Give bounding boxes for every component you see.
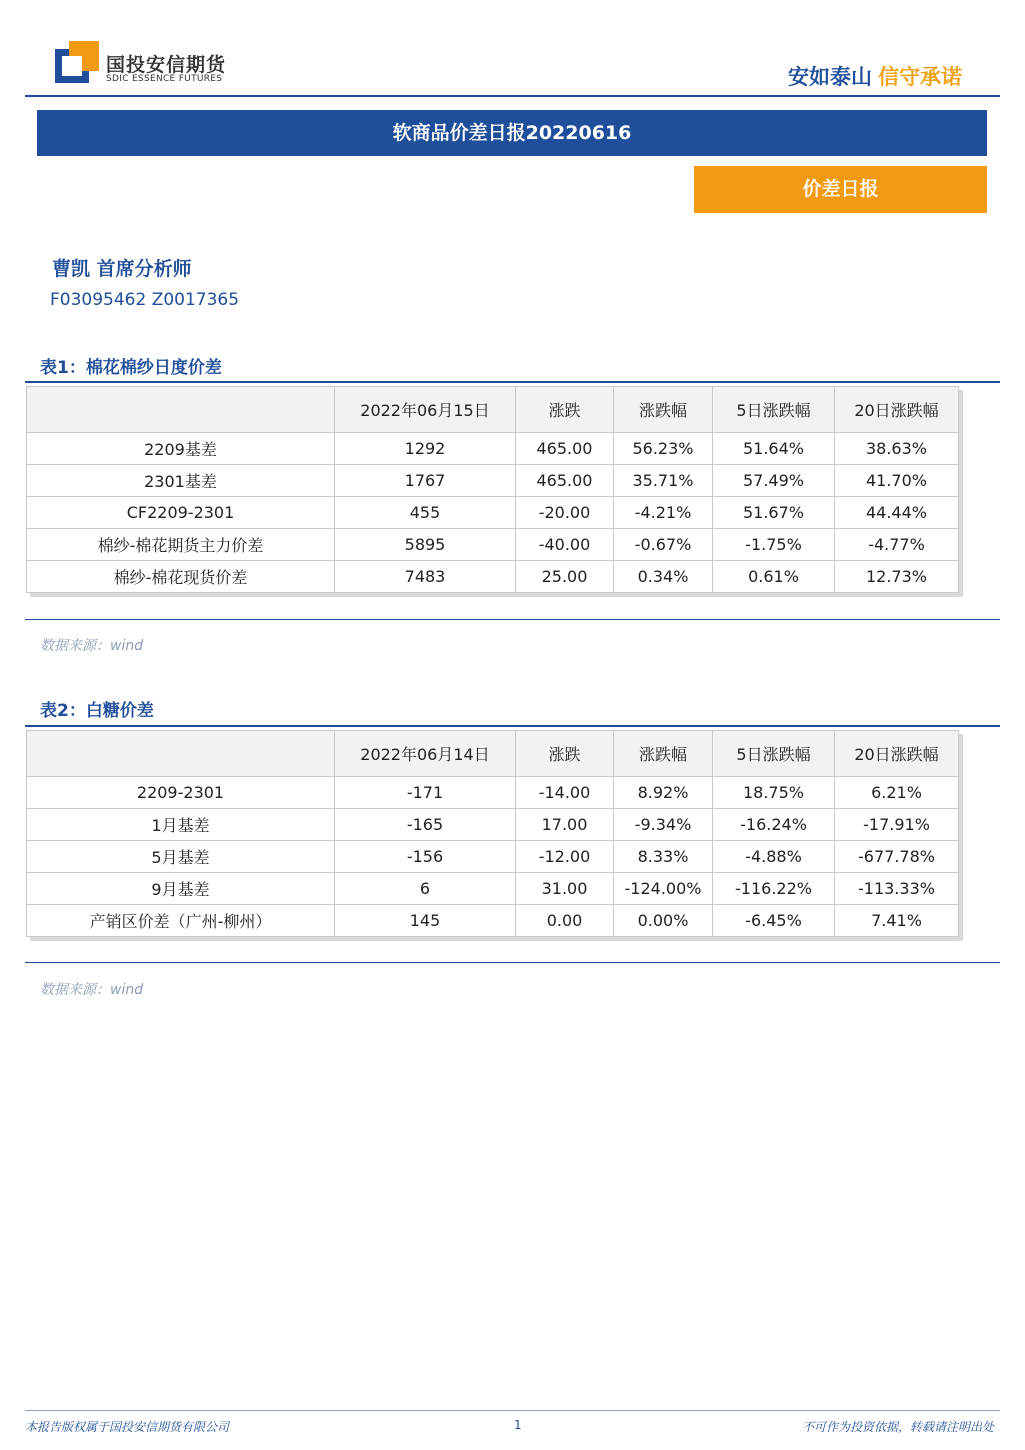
- table1-cell: 0.61%: [713, 561, 835, 593]
- table1-bottom-rule: [25, 619, 1000, 620]
- table1-cell: -4.21%: [614, 497, 713, 529]
- table2-cell: -677.78%: [835, 841, 959, 873]
- table2-cell: -14.00: [516, 777, 614, 809]
- table2-cell: -171: [335, 777, 516, 809]
- slogan: [788, 61, 962, 91]
- table1-cell: 25.00: [516, 561, 614, 593]
- table1-title: 表1：棉花棉纱日度价差: [40, 358, 222, 378]
- table2-cell: -12.00: [516, 841, 614, 873]
- table2-container: [26, 730, 962, 937]
- slogan-part1: 安如泰山: [788, 65, 872, 89]
- table1-cell: 51.67%: [713, 497, 835, 529]
- author-name: 曹凯 首席分析师: [52, 258, 192, 280]
- table2-cell: -124.00%: [614, 873, 713, 905]
- table1-row: [27, 465, 959, 497]
- table1-cell: 38.63%: [835, 433, 959, 465]
- table2-cell: -16.24%: [713, 809, 835, 841]
- table2-row: [27, 905, 959, 937]
- table1-row-label: CF2209-2301: [27, 497, 335, 529]
- table1-header-cell: 涨跌: [516, 387, 614, 433]
- table2-cell: -165: [335, 809, 516, 841]
- table1-row-label: 2301基差: [27, 465, 335, 497]
- table2-cell: -17.91%: [835, 809, 959, 841]
- table1-cell: 12.73%: [835, 561, 959, 593]
- table1-cell: 51.64%: [713, 433, 835, 465]
- table2-row-label: 产销区价差（广州-柳州）: [27, 905, 335, 937]
- report-tag: 价差日报: [694, 166, 987, 213]
- table1-cell: 1767: [335, 465, 516, 497]
- table1-header-cell: 5日涨跌幅: [713, 387, 835, 433]
- table2-header-cell: 涨跌幅: [614, 731, 713, 777]
- table1-row-label: 棉纱-棉花期货主力价差: [27, 529, 335, 561]
- table2-row: [27, 841, 959, 873]
- table2-cell: 0.00%: [614, 905, 713, 937]
- table2-cell: 6: [335, 873, 516, 905]
- table1-cell: 465.00: [516, 433, 614, 465]
- logo-text-en: SDIC ESSENCE FUTURES: [106, 74, 223, 84]
- table1-cell: 35.71%: [614, 465, 713, 497]
- page-number: 1: [514, 1418, 522, 1432]
- table2-header-cell: 5日涨跌幅: [713, 731, 835, 777]
- table2-cell: 7.41%: [835, 905, 959, 937]
- table1-cell: 57.49%: [713, 465, 835, 497]
- table1-top-rule: [25, 381, 1000, 383]
- table2-row: [27, 777, 959, 809]
- table1-cell: 41.70%: [835, 465, 959, 497]
- table1-cell: 0.34%: [614, 561, 713, 593]
- table2-cell: 18.75%: [713, 777, 835, 809]
- table2-row: [27, 809, 959, 841]
- table1-row: [27, 561, 959, 593]
- table1-row: [27, 497, 959, 529]
- table1-cell: 5895: [335, 529, 516, 561]
- table2-cell: 8.92%: [614, 777, 713, 809]
- footer-copyright: 本报告版权属于国投安信期货有限公司: [25, 1420, 230, 1434]
- table2-cell: 17.00: [516, 809, 614, 841]
- table2-cell: 6.21%: [835, 777, 959, 809]
- table1-cell: 455: [335, 497, 516, 529]
- table1-cell: -4.77%: [835, 529, 959, 561]
- table1-row: [27, 529, 959, 561]
- table1-cell: 465.00: [516, 465, 614, 497]
- table2-cell: 145: [335, 905, 516, 937]
- table2-cell: 0.00: [516, 905, 614, 937]
- table1-cell: 44.44%: [835, 497, 959, 529]
- logo-text-cn: 国投安信期货: [106, 54, 227, 76]
- table2-header-cell: [27, 731, 335, 777]
- table1: [26, 386, 959, 593]
- table2-header-cell: 涨跌: [516, 731, 614, 777]
- table2-row-label: 2209-2301: [27, 777, 335, 809]
- table2-header-cell: 2022年06月14日: [335, 731, 516, 777]
- header-divider: [25, 95, 1000, 97]
- table1-source: 数据来源：wind: [40, 638, 144, 654]
- table1-cell: -20.00: [516, 497, 614, 529]
- table2-row-label: 1月基差: [27, 809, 335, 841]
- table1-cell: -40.00: [516, 529, 614, 561]
- table1-cell: 56.23%: [614, 433, 713, 465]
- table2-cell: -4.88%: [713, 841, 835, 873]
- table1-cell: -0.67%: [614, 529, 713, 561]
- table1-container: [26, 386, 962, 593]
- table2-bottom-rule: [25, 962, 1000, 963]
- table2-top-rule: [25, 725, 1000, 727]
- table2-cell: -156: [335, 841, 516, 873]
- table1-cell: 1292: [335, 433, 516, 465]
- table1-header-cell: 2022年06月15日: [335, 387, 516, 433]
- footer-divider: [25, 1410, 1000, 1411]
- table1-header-cell: [27, 387, 335, 433]
- slogan-part2: 信守承诺: [878, 65, 962, 89]
- table2-cell: -6.45%: [713, 905, 835, 937]
- table2-header-cell: 20日涨跌幅: [835, 731, 959, 777]
- table2-title: 表2：白糖价差: [40, 701, 154, 721]
- table1-header-cell: 20日涨跌幅: [835, 387, 959, 433]
- table1-header-row: [27, 387, 959, 433]
- table2-cell: -9.34%: [614, 809, 713, 841]
- table2-cell: -113.33%: [835, 873, 959, 905]
- table1-row-label: 棉纱-棉花现货价差: [27, 561, 335, 593]
- table1-row-label: 2209基差: [27, 433, 335, 465]
- footer-disclaimer: 不可作为投资依据，转载请注明出处: [801, 1420, 994, 1434]
- table2-header-row: [27, 731, 959, 777]
- table2-row-label: 5月基差: [27, 841, 335, 873]
- company-logo-icon: [55, 41, 99, 83]
- table1-header-cell: 涨跌幅: [614, 387, 713, 433]
- report-title: 软商品价差日报20220616: [37, 110, 987, 156]
- table2-cell: 31.00: [516, 873, 614, 905]
- table1-cell: -1.75%: [713, 529, 835, 561]
- table2-row-label: 9月基差: [27, 873, 335, 905]
- table1-row: [27, 433, 959, 465]
- table2-row: [27, 873, 959, 905]
- author-license: F03095462 Z0017365: [50, 290, 240, 310]
- table2-cell: -116.22%: [713, 873, 835, 905]
- table2-cell: 8.33%: [614, 841, 713, 873]
- table2-source: 数据来源：wind: [40, 982, 144, 998]
- table2: [26, 730, 959, 937]
- table1-cell: 7483: [335, 561, 516, 593]
